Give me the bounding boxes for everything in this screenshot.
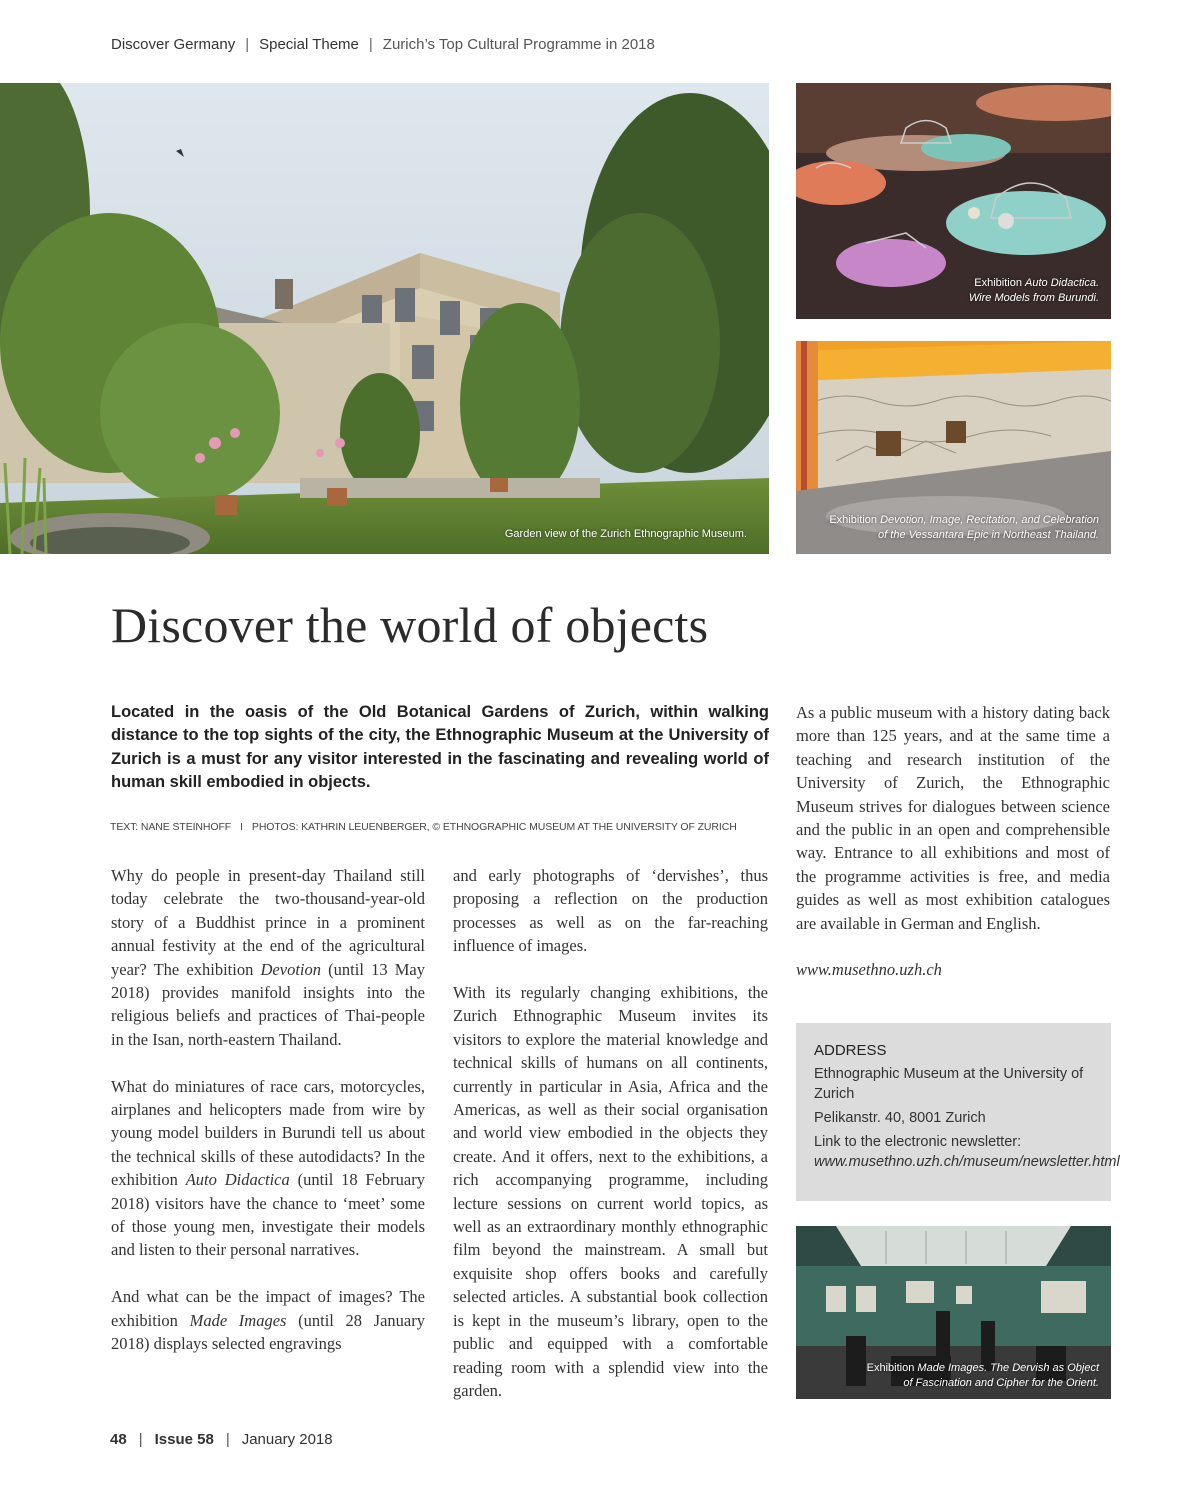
caption-subtitle: Wire Models from Burundi.	[968, 292, 1099, 304]
issue-number: Issue 58	[154, 1431, 214, 1448]
exhibition-name: Made Images	[189, 1310, 287, 1330]
article-credits	[110, 821, 737, 833]
caption-exhibition-title: Auto Didactica.	[1025, 277, 1099, 289]
photo-devotion-exhibition	[796, 341, 1111, 554]
caption-prefix: Exhibition	[974, 277, 1026, 289]
text-run: (until 28 January 2018) displays selected engravings	[111, 1310, 425, 1354]
running-header	[111, 36, 655, 53]
paragraph	[111, 864, 425, 1051]
address-box	[796, 1023, 1120, 1201]
photo-museum-garden	[0, 83, 769, 554]
article-title: Discover the world of objects	[111, 597, 709, 653]
photo-caption	[969, 276, 1099, 306]
caption-prefix: Exhibition	[866, 1362, 918, 1374]
paragraph: and early photographs of ‘dervishes’, thus proposing a reflection on the production processes as well as on the far-reaching influence of images.	[453, 866, 768, 956]
caption-exhibition-title-cont: of Fascination and Cipher for the Orient.	[903, 1377, 1099, 1389]
photo-caption	[829, 513, 1099, 543]
page-number: 48	[110, 1431, 127, 1448]
article-lead: Located in the oasis of the Old Botanical Gardens of Zurich, within walking distance to the top sights of the city, the Ethnographic Museum at the University of Zurich is a must for any visitor interested in the fascinating and revealing world of human skill embodied in objects.	[111, 703, 769, 792]
article-column-1	[111, 864, 425, 1379]
address-name: Ethnographic Museum at the University of Zurich	[814, 1066, 1084, 1102]
caption-exhibition-title: Made Images. The Dervish as Object	[917, 1362, 1099, 1374]
exhibition-name: Devotion	[260, 959, 321, 979]
caption-exhibition-title-cont: of the Vessantara Epic in Northeast Thailand.	[878, 529, 1099, 541]
issue-date: January 2018	[241, 1431, 333, 1448]
photo-auto-didactica	[796, 83, 1111, 319]
article-column-2	[453, 864, 768, 1426]
newsletter-link[interactable]: www.musethno.uzh.ch/museum/newsletter.html	[814, 1154, 1120, 1170]
address-heading: ADDRESS	[814, 1042, 887, 1059]
text-run: What do miniatures of race cars, motorcycles, airplanes and helicopters made from wire by young model builders in Burundi tell us about the technical skills of these autodidacts? In the exhibition	[111, 1076, 425, 1190]
text-run: Why do people in present-day Thailand still today celebrate the two-thousand-year-old story of a Buddhist prince in a prominent annual festivity at the end of the agricultural year? The exhibition	[111, 866, 425, 979]
website-link[interactable]: www.musethno.uzh.ch	[796, 960, 942, 980]
header-separator: |	[245, 36, 250, 53]
photo-caption: Garden view of the Zurich Ethnographic Museum.	[504, 528, 747, 540]
photo-made-images	[796, 1226, 1111, 1399]
caption-prefix: Exhibition	[829, 514, 881, 526]
paragraph	[111, 1075, 425, 1262]
caption-exhibition-title: Devotion, Image, Recitation, and Celebration	[880, 514, 1099, 526]
paragraph: As a public museum with a history dating back more than 125 years, and at the same time a teaching and research institution of the University of Zurich, the Ethnographic Museum strives for dialogues between science and the public in an open and comprehensible way. Entrance to all exhibitions and most of the programme activities is free, and media guides as well as most exhibition catalogues are available in German and English.	[796, 703, 1110, 933]
credits-text: TEXT: NANE STEINHOFF	[110, 821, 232, 833]
photo-caption	[867, 1361, 1099, 1391]
credits-photos: PHOTOS: KATHRIN LEUENBERGER, © ETHNOGRAPHIC MUSEUM AT THE UNIVERSITY OF ZURICH	[251, 821, 737, 833]
header-topic: Zurich’s Top Cultural Programme in 2018	[382, 36, 655, 53]
exhibition-name: Auto Didactica	[185, 1170, 290, 1190]
paragraph: With its regularly changing exhibitions, the Zurich Ethnographic Museum invites its visitors to explore the material knowledge and technical skills of humans on all continents, currently in particular in Asia, Africa and the Americas, as well as their social organisation and world view embodied in the objects they create. And it offers, next to the exhibitions, a rich accompanying programme, including lecture sessions on current world topics, as well as an extraordinary monthly ethnographic film beyond the mainstream. A small but exquisite shop offers books and carefully selected articles. A substantial book collection is kept in the museum’s library, open to the public and equipped with a comfortable reading room with a splendid view into the garden.	[453, 983, 768, 1400]
text-run: (until 13 May 2018) provides manifold insights into the religious beliefs and practices of Thai-people in the Isan, north-eastern Thailand.	[111, 959, 425, 1049]
page-footer	[110, 1431, 333, 1448]
paragraph	[111, 1285, 425, 1355]
footer-separator: |	[225, 1431, 230, 1448]
credits-divider: I	[240, 821, 243, 833]
article-column-3	[796, 701, 1110, 1005]
address-street: Pelikanstr. 40, 8001 Zurich	[814, 1110, 986, 1126]
text-run: And what can be the impact of images? The exhibition	[111, 1287, 425, 1330]
header-separator: |	[368, 36, 373, 53]
text-run: (until 18 February 2018) visitors have the chance to ‘meet’ some of those young men, investigate their models and listen to their personal narratives.	[111, 1170, 425, 1260]
header-theme: Special Theme	[259, 36, 359, 53]
header-section: Discover Germany	[111, 36, 236, 53]
footer-separator: |	[138, 1431, 143, 1448]
newsletter-label: Link to the electronic newsletter:	[814, 1134, 1022, 1150]
